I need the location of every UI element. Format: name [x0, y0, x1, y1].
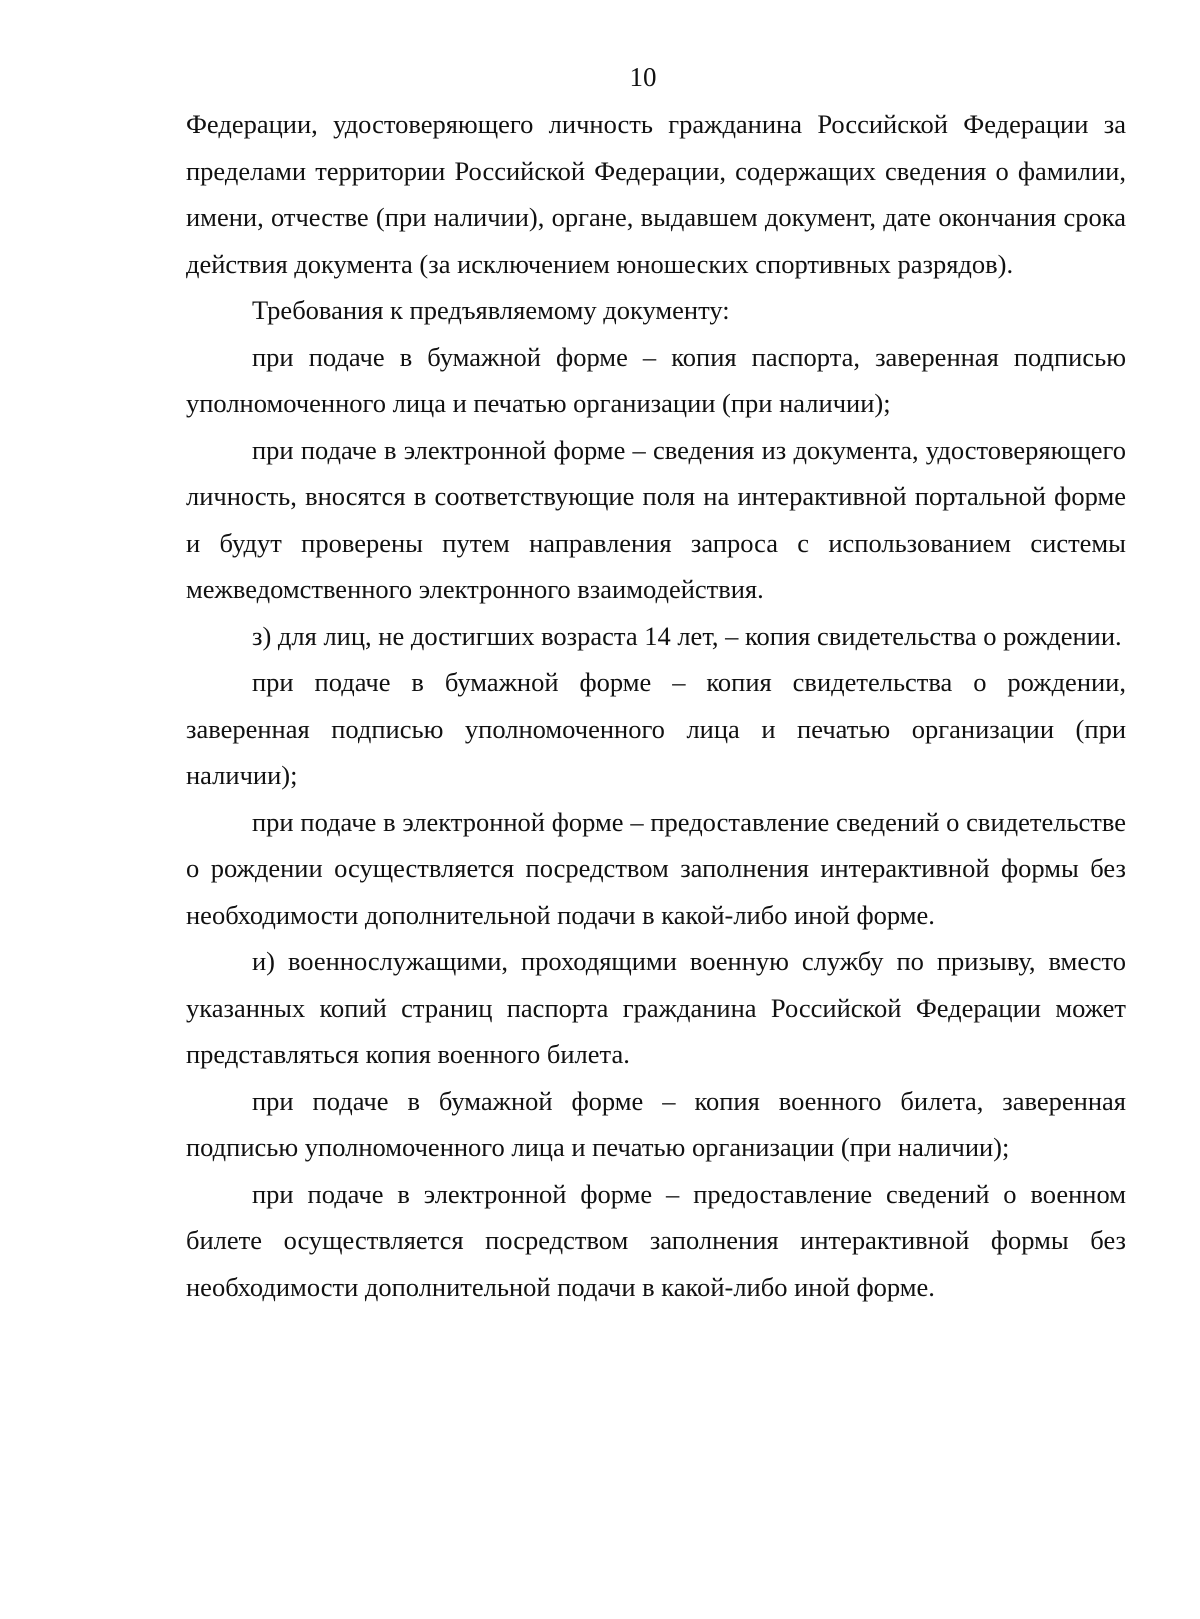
paragraph-birth-certificate-paper: при подаче в бумажной форме – копия свидетельства о рождении, заверенная подписью уполномоченного лица и печатью организации (при наличии); [186, 667, 1126, 790]
paragraph-military-id-paper: при подаче в бумажной форме – копия военного билета, заверенная подписью уполномоченного лица и печатью организации (при наличии); [186, 1085, 1126, 1162]
paragraph-passport-paper: при подаче в бумажной форме – копия паспорта, заверенная подписью уполномоченного лица и печатью организации (при наличии); [186, 341, 1126, 418]
paragraph-passport-electronic: при подаче в электронной форме – сведения из документа, удостоверяющего личность, вносятся в соответствующие поля на интерактивной портальной форме и будут проверены путем направления запроса с использованием системы межведомственного электронного взаимодействия. [186, 434, 1126, 604]
paragraph-continuation: Федерации, удостоверяющего личность гражданина Российской Федерации за пределами территории Российской Федерации, содержащих сведения о фамилии, имени, отчестве (при наличии), органе, выдавшем документ, дате окончания срока действия документа (за исключением юношеских спортивных разрядов). [186, 109, 1126, 279]
page-number: 10 [629, 62, 657, 92]
paragraph-item-i: и) военнослужащими, проходящими военную службу по призыву, вместо указанных копий страниц паспорта гражданина Российской Федерации может представляться копия военного билета. [186, 946, 1126, 1069]
paragraph-military-id-electronic: при подаче в электронной форме – предоставление сведений о военном билете осуществляется посредством заполнения интерактивной формы без необходимости дополнительной подачи в какой-либо иной форме. [186, 1178, 1126, 1302]
paragraph-requirements-heading: Требования к предъявляемому документу: [252, 295, 730, 325]
paragraph-birth-certificate-electronic: при подаче в электронной форме – предоставление сведений о свидетельстве о рождении осуществляется посредством заполнения интерактивной формы без необходимости дополнительной подачи в какой-либо иной форме. [186, 806, 1126, 930]
document-body [186, 101, 1126, 1310]
paragraph-item-z: з) для лиц, не достигших возраста 14 лет, – копия свидетельства о рождении. [252, 620, 1122, 651]
